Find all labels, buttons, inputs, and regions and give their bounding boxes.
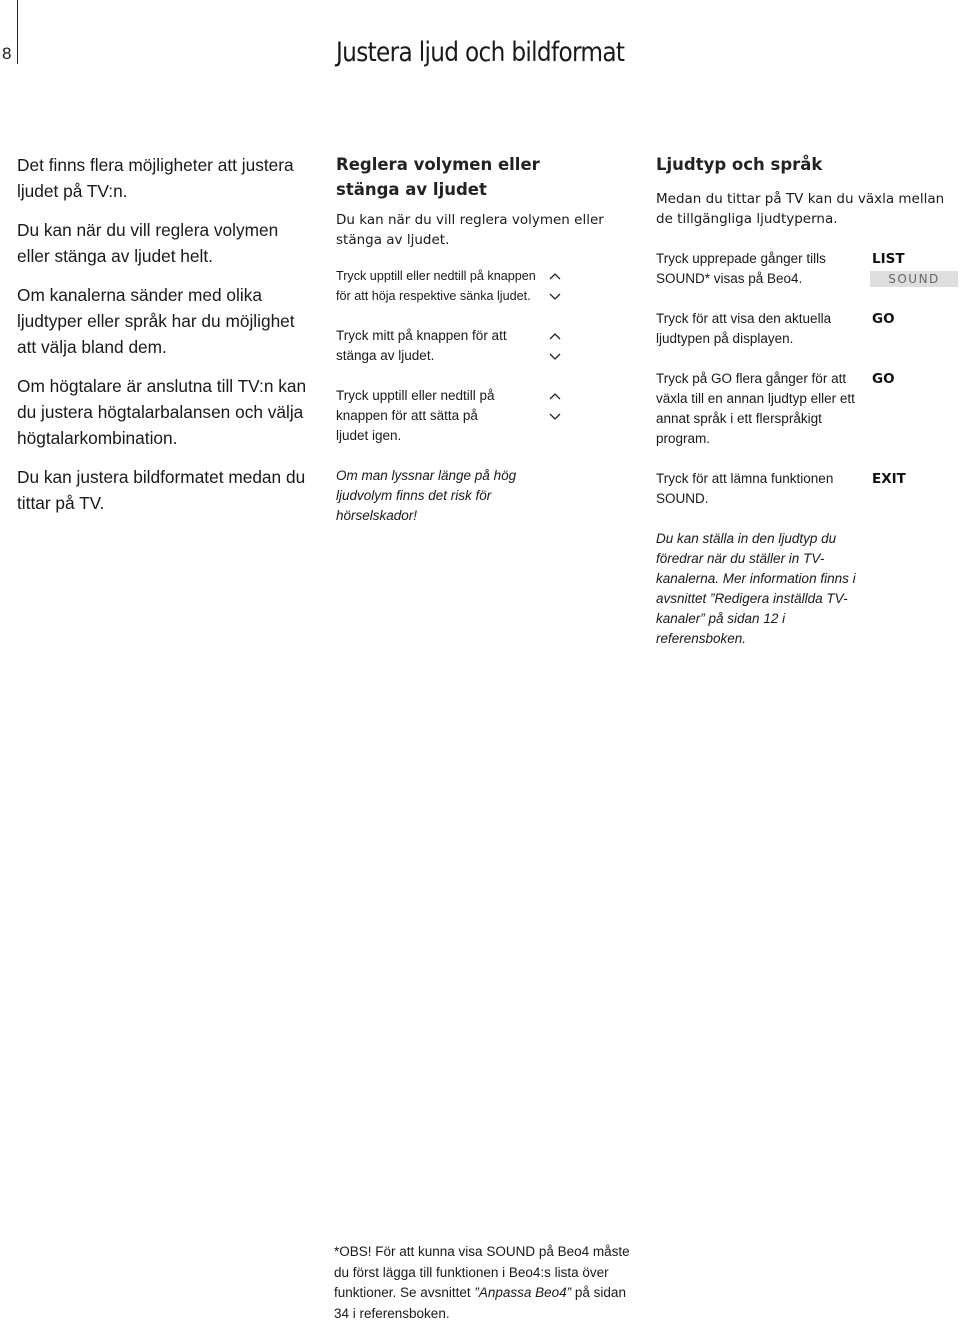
list-key: LIST	[872, 251, 905, 267]
hearing-warning: Om man lyssnar länge på hög ljudvolym finns det risk för hörselskador!	[336, 468, 517, 523]
volume-arrows	[548, 266, 562, 306]
step-text: Tryck upprepade gånger tills SOUND* visas på Beo4.	[656, 251, 826, 286]
key-group	[870, 249, 958, 289]
sound-step	[656, 369, 960, 449]
beo4-display: SOUND	[870, 271, 958, 287]
exit-key: EXIT	[872, 471, 906, 487]
chevron-down-icon	[548, 346, 562, 366]
page-title: Justera ljud och bildformat	[336, 37, 625, 68]
go-key: GO	[872, 371, 895, 387]
step-text: Tryck upptill eller nedtill på knappen för att sätta på ljudet igen.	[336, 388, 495, 443]
sound-heading: Ljudtyp och språk	[656, 155, 823, 174]
footnote-text: *OBS! För att kunna visa SOUND på Beo4 måste du först lägga till funktionen i Beo4:s lista över funktioner. Se avsnittet	[334, 1244, 630, 1300]
intro-paragraph: Om kanalerna sänder med olika ljudtyper eller språk har du möjlighet att välja bland dem.	[17, 285, 295, 357]
sound-section	[656, 152, 960, 649]
chevron-up-icon	[548, 386, 562, 406]
volume-arrows	[548, 386, 562, 446]
sound-note: Du kan ställa in den ljudtyp du föredrar när du ställer in TV-kanalerna. Mer information finns i avsnittet ”Redigera inställda TV-kanaler” på sidan 12 i referensboken.	[656, 531, 856, 646]
volume-section	[336, 152, 636, 526]
footnote-reference: ”Anpassa Beo4”	[474, 1285, 572, 1300]
volume-step	[336, 386, 636, 446]
key-group	[870, 369, 895, 449]
chevron-down-icon	[548, 406, 562, 426]
chevron-up-icon	[548, 266, 562, 286]
page-number: 8	[2, 44, 12, 63]
step-text: Tryck för att visa den aktuella ljudtypen på displayen.	[656, 311, 832, 346]
footnote-text-end: på sidan 34 i referensboken.	[334, 1285, 626, 1321]
chevron-down-icon	[548, 286, 562, 306]
volume-step	[336, 326, 636, 366]
volume-heading: Reglera volymen eller stänga av ljudet	[336, 155, 540, 199]
step-text: Tryck på GO flera gånger för att växla till en annan ljudtyp eller ett annat språk i ett flerspråkigt program.	[656, 371, 855, 446]
volume-lead: Du kan när du vill reglera volymen eller stänga av ljudet.	[336, 212, 604, 248]
key-group	[870, 309, 895, 349]
intro-paragraph: Du kan när du vill reglera volymen eller stänga av ljudet helt.	[17, 220, 279, 266]
volume-arrows	[548, 326, 562, 366]
intro-paragraph: Det finns flera möjligheter att justera ljudet på TV:n.	[17, 155, 294, 201]
intro-paragraph: Du kan justera bildformatet medan du tittar på TV.	[17, 467, 306, 513]
footnote	[334, 1242, 634, 1324]
go-key: GO	[872, 311, 895, 327]
sound-step	[656, 309, 960, 349]
step-text: Tryck för att lämna funktionen SOUND.	[656, 471, 834, 506]
intro-paragraph: Om högtalare är anslutna till TV:n kan du justera högtalarbalansen och välja högtalarkombination.	[17, 376, 307, 448]
sound-step	[656, 469, 960, 509]
intro-column	[17, 152, 307, 516]
step-text: Tryck upptill eller nedtill på knappen för att höja respektive sänka ljudet.	[336, 269, 536, 303]
volume-step	[336, 266, 636, 306]
step-text: Tryck mitt på knappen för att stänga av ljudet.	[336, 328, 507, 363]
chevron-up-icon	[548, 326, 562, 346]
sound-step	[656, 249, 960, 289]
margin-rule	[17, 0, 18, 64]
sound-lead: Medan du tittar på TV kan du växla mellan de tillgängliga ljudtyperna.	[656, 191, 945, 227]
key-group	[870, 469, 906, 509]
